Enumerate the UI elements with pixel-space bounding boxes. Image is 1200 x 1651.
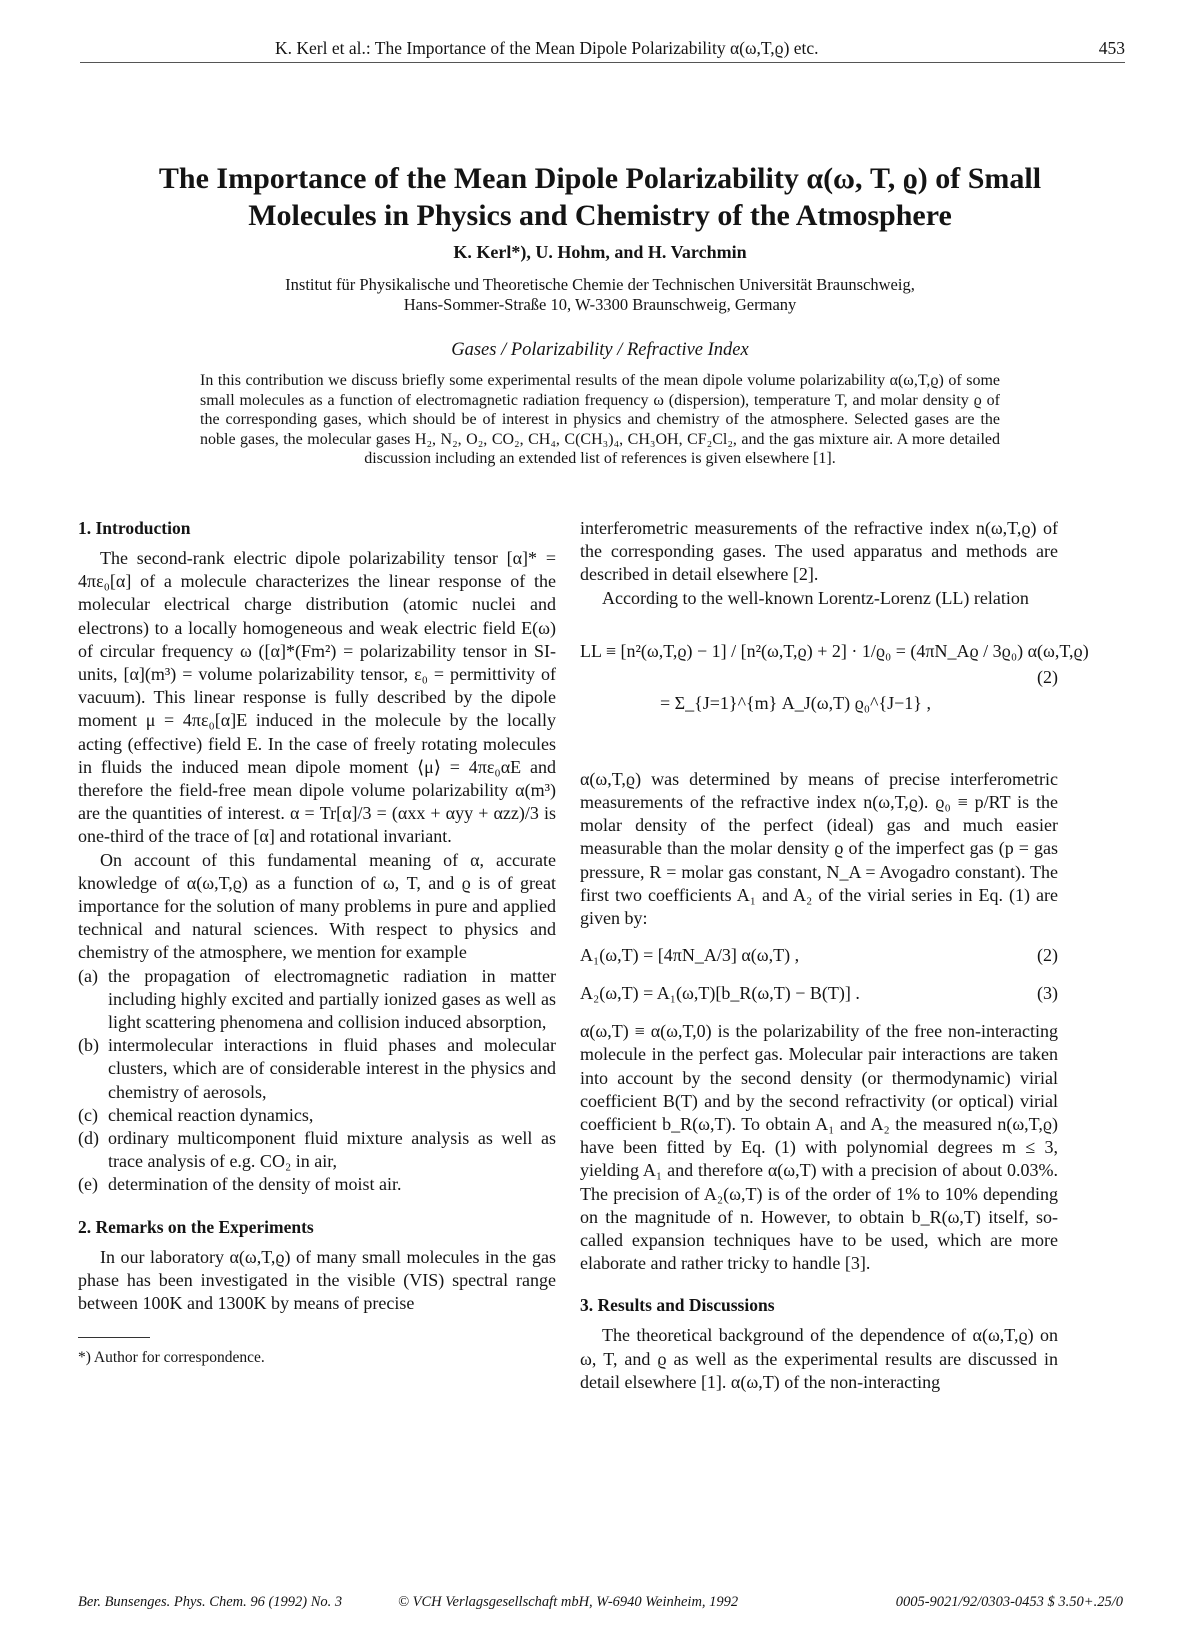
section-heading-results: 3. Results and Discussions	[580, 1295, 775, 1316]
equation-a1	[580, 944, 1058, 968]
list-item	[78, 1034, 556, 1104]
equation-a1-number: (2)	[1037, 945, 1058, 966]
equation-a1-body: A₁(ω,T) = [4πN_A/3] α(ω,T) ,	[580, 945, 800, 966]
abstract: In this contribution we discuss briefly some experimental results of the mean dipole volume polarizability α(ω,T,ϱ) of some small molecules as a function of electromagnetic radiation frequency ω (dispersion), temperature T, and molar density ϱ of the corresponding gases, which should be of interest in physics and chemistry of the atmosphere. Selected gases are the noble gases, the molecular gases H₂, N₂, O₂, CO₂, CH₄, C(CH₃)₄, CH₃OH, CF₂Cl₂, and the gas mixture air. A more detailed discussion including an extended list of references is given elsewhere [1].	[200, 372, 1000, 467]
article-title-line-2: Molecules in Physics and Chemistry of the Atmosphere	[248, 199, 952, 232]
footnote-divider	[78, 1337, 150, 1338]
list-item-text: ordinary multicomponent fluid mixture analysis as well as trace analysis of e.g. CO₂ in air,	[108, 1128, 556, 1172]
list-item	[78, 1173, 556, 1196]
keywords: Gases / Polarizability / Refractive Index	[451, 340, 749, 360]
page-number: 453	[1098, 38, 1125, 58]
list-item-text: intermolecular interactions in fluid phases and molecular clusters, which are of considerable interest in the physics and chemistry of aerosols,	[108, 1035, 556, 1102]
equation-a2-number: (3)	[1037, 983, 1058, 1004]
affiliation	[60, 275, 1140, 315]
results-paragraph-1: The theoretical background of the dependence of α(ω,T,ϱ) on ω, T, and ϱ as well as the experimental results are discussed in detail elsewhere [1]. α(ω,T) of the non-interacting	[580, 1325, 1058, 1392]
right-column	[580, 517, 1089, 1394]
footnote: *) Author for correspondence.	[78, 1349, 265, 1367]
list-item-label: (e)	[78, 1174, 98, 1195]
running-head-title: K. Kerl et al.: The Importance of the Mean Dipole Polarizability α(ω,T,ϱ) etc.	[275, 38, 819, 58]
equation-number: (2)	[1037, 666, 1058, 687]
list-item-text: determination of the density of moist air.	[108, 1174, 402, 1195]
list-item	[78, 1104, 556, 1127]
list-item-label: (c)	[78, 1104, 98, 1125]
affiliation-line-1: Institut für Physikalische und Theoretische Chemie der Technischen Universität Braunschweig,	[285, 275, 915, 294]
left-column	[78, 517, 556, 1370]
intro-paragraph-1: The second-rank electric dipole polarizability tensor [α]* = 4πε₀[α] of a molecule characterizes the linear response of the molecular electrical charge distribution (atomic nuclei and electrons) to a locally homogeneous and weak electric field E(ω) of circular frequency ω ([α]*(Fm²) = polarizability tensor in SI-units, [α](m³) = volume polarizability tensor, ε₀ = permittivity of vacuum). This linear response is fully described by the dipole moment μ = 4πε₀[α]E induced in the molecule by the locally acting (effective) field E. In the case of freely rotating molecules in fluids the induced mean dipole moment ⟨μ⟩ = 4πε₀αE and therefore the field-free mean dipole volume polarizability α(m³) are the quantities of interest. α = Tr[α]/3 = (αxx + αyy + αzz)/3 is one-third of the trace of [α] and rotational invariant.	[78, 548, 556, 847]
application-list	[78, 965, 556, 1197]
equation-a2-body: A₂(ω,T) = A₁(ω,T)[b_R(ω,T) − B(T)] .	[580, 983, 860, 1004]
equation-a2	[580, 982, 1058, 1006]
right-paragraph-4: α(ω,T) ≡ α(ω,T,0) is the polarizability of the free non-interacting molecule in the perfect gas. Molecular pair interactions are taken into account by the second density (or thermodynamic) virial coefficient B(T) and by the second refractivity (or optical) virial coefficient b_R(ω,T). To obtain A₁ and A₂ the measured n(ω,T,ϱ) have been fitted by Eq. (1) with polynomial degrees m ≤ 3, yielding A₁ and therefore α(ω,T) with a precision of about 0.03%. The precision of A₂(ω,T) is of the order of 1% to 10% depending on the magnitude of n. However, to obtain b_R(ω,T) itself, so-called expansion techniques have to be used, which are more elaborate and rather tricky to handle [3].	[580, 1021, 1058, 1274]
list-item-text: chemical reaction dynamics,	[108, 1104, 314, 1125]
section-heading-introduction: 1. Introduction	[78, 518, 191, 538]
section-heading-experiments: 2. Remarks on the Experiments	[78, 1216, 314, 1237]
list-item-label: (a)	[78, 965, 98, 986]
list-item	[78, 965, 556, 1035]
article-title-line-1: The Importance of the Mean Dipole Polarizability α(ω, T, ϱ) of Small	[158, 162, 1042, 195]
running-head	[80, 38, 1125, 63]
right-paragraph-3: α(ω,T,ϱ) was determined by means of precise interferometric measurements of the refractive index n(ω,T,ϱ). ϱ₀ ≡ p/RT is the molar density of the perfect (ideal) gas and much easier measurable than the molar density ϱ of the imperfect gas (p = gas pressure, R = molar gas constant, N_A = Avogadro constant). The first two coefficients A₁ and A₂ of the virial series in Eq. (1) are given by:	[580, 768, 1058, 929]
affiliation-line-2: Hans-Sommer-Straße 10, W-3300 Braunschweig, Germany	[403, 295, 797, 314]
article-title	[60, 160, 1140, 234]
footer-journal: Ber. Bunsenges. Phys. Chem. 96 (1992) No. 3	[78, 1594, 343, 1610]
author-list: K. Kerl*), U. Hohm, and H. Varchmin	[453, 242, 747, 262]
footer-copyright: © VCH Verlagsgesellschaft mbH, W-6940 Weinheim, 1992	[398, 1594, 739, 1610]
list-item	[78, 1127, 556, 1173]
intro-paragraph-2: On account of this fundamental meaning of α, accurate knowledge of α(ω,T,ϱ) as a function of ω, T, and ϱ is of great importance for the solution of many problems in pure and applied technical and natural sciences. With respect to physics and chemistry of the atmosphere, we mention for example	[78, 849, 556, 963]
right-paragraph-2: According to the well-known Lorentz-Lorenz (LL) relation	[602, 587, 1029, 608]
footer-code: 0005-9021/92/0303-0453 $ 3.50+.25/0	[895, 1594, 1123, 1610]
equation-line-2: = Σ_{J=1}^{m} A_J(ω,T) ϱ₀^{J−1} ,	[660, 692, 931, 713]
list-item-label: (d)	[78, 1128, 99, 1149]
right-paragraph-1: interferometric measurements of the refractive index n(ω,T,ϱ) of the corresponding gases. The used apparatus and methods are described in detail elsewhere [2].	[580, 518, 1058, 585]
list-item-text: the propagation of electromagnetic radiation in matter including highly excited and partially ionized gases as well as light scattering phenomena and collision induced absorption,	[108, 965, 556, 1033]
equation-line-1: LL ≡ [n²(ω,T,ϱ) − 1] / [n²(ω,T,ϱ) + 2] · 1/ϱ₀ = (4πN_Aϱ / 3ϱ₀) α(ω,T,ϱ)	[580, 640, 1089, 661]
equation-lorentz-lorenz	[580, 622, 1089, 746]
list-item-label: (b)	[78, 1035, 99, 1056]
experiments-paragraph-1: In our laboratory α(ω,T,ϱ) of many small molecules in the gas phase has been investigated in the visible (VIS) spectral range between 100K and 1300K by means of precise	[78, 1246, 556, 1314]
